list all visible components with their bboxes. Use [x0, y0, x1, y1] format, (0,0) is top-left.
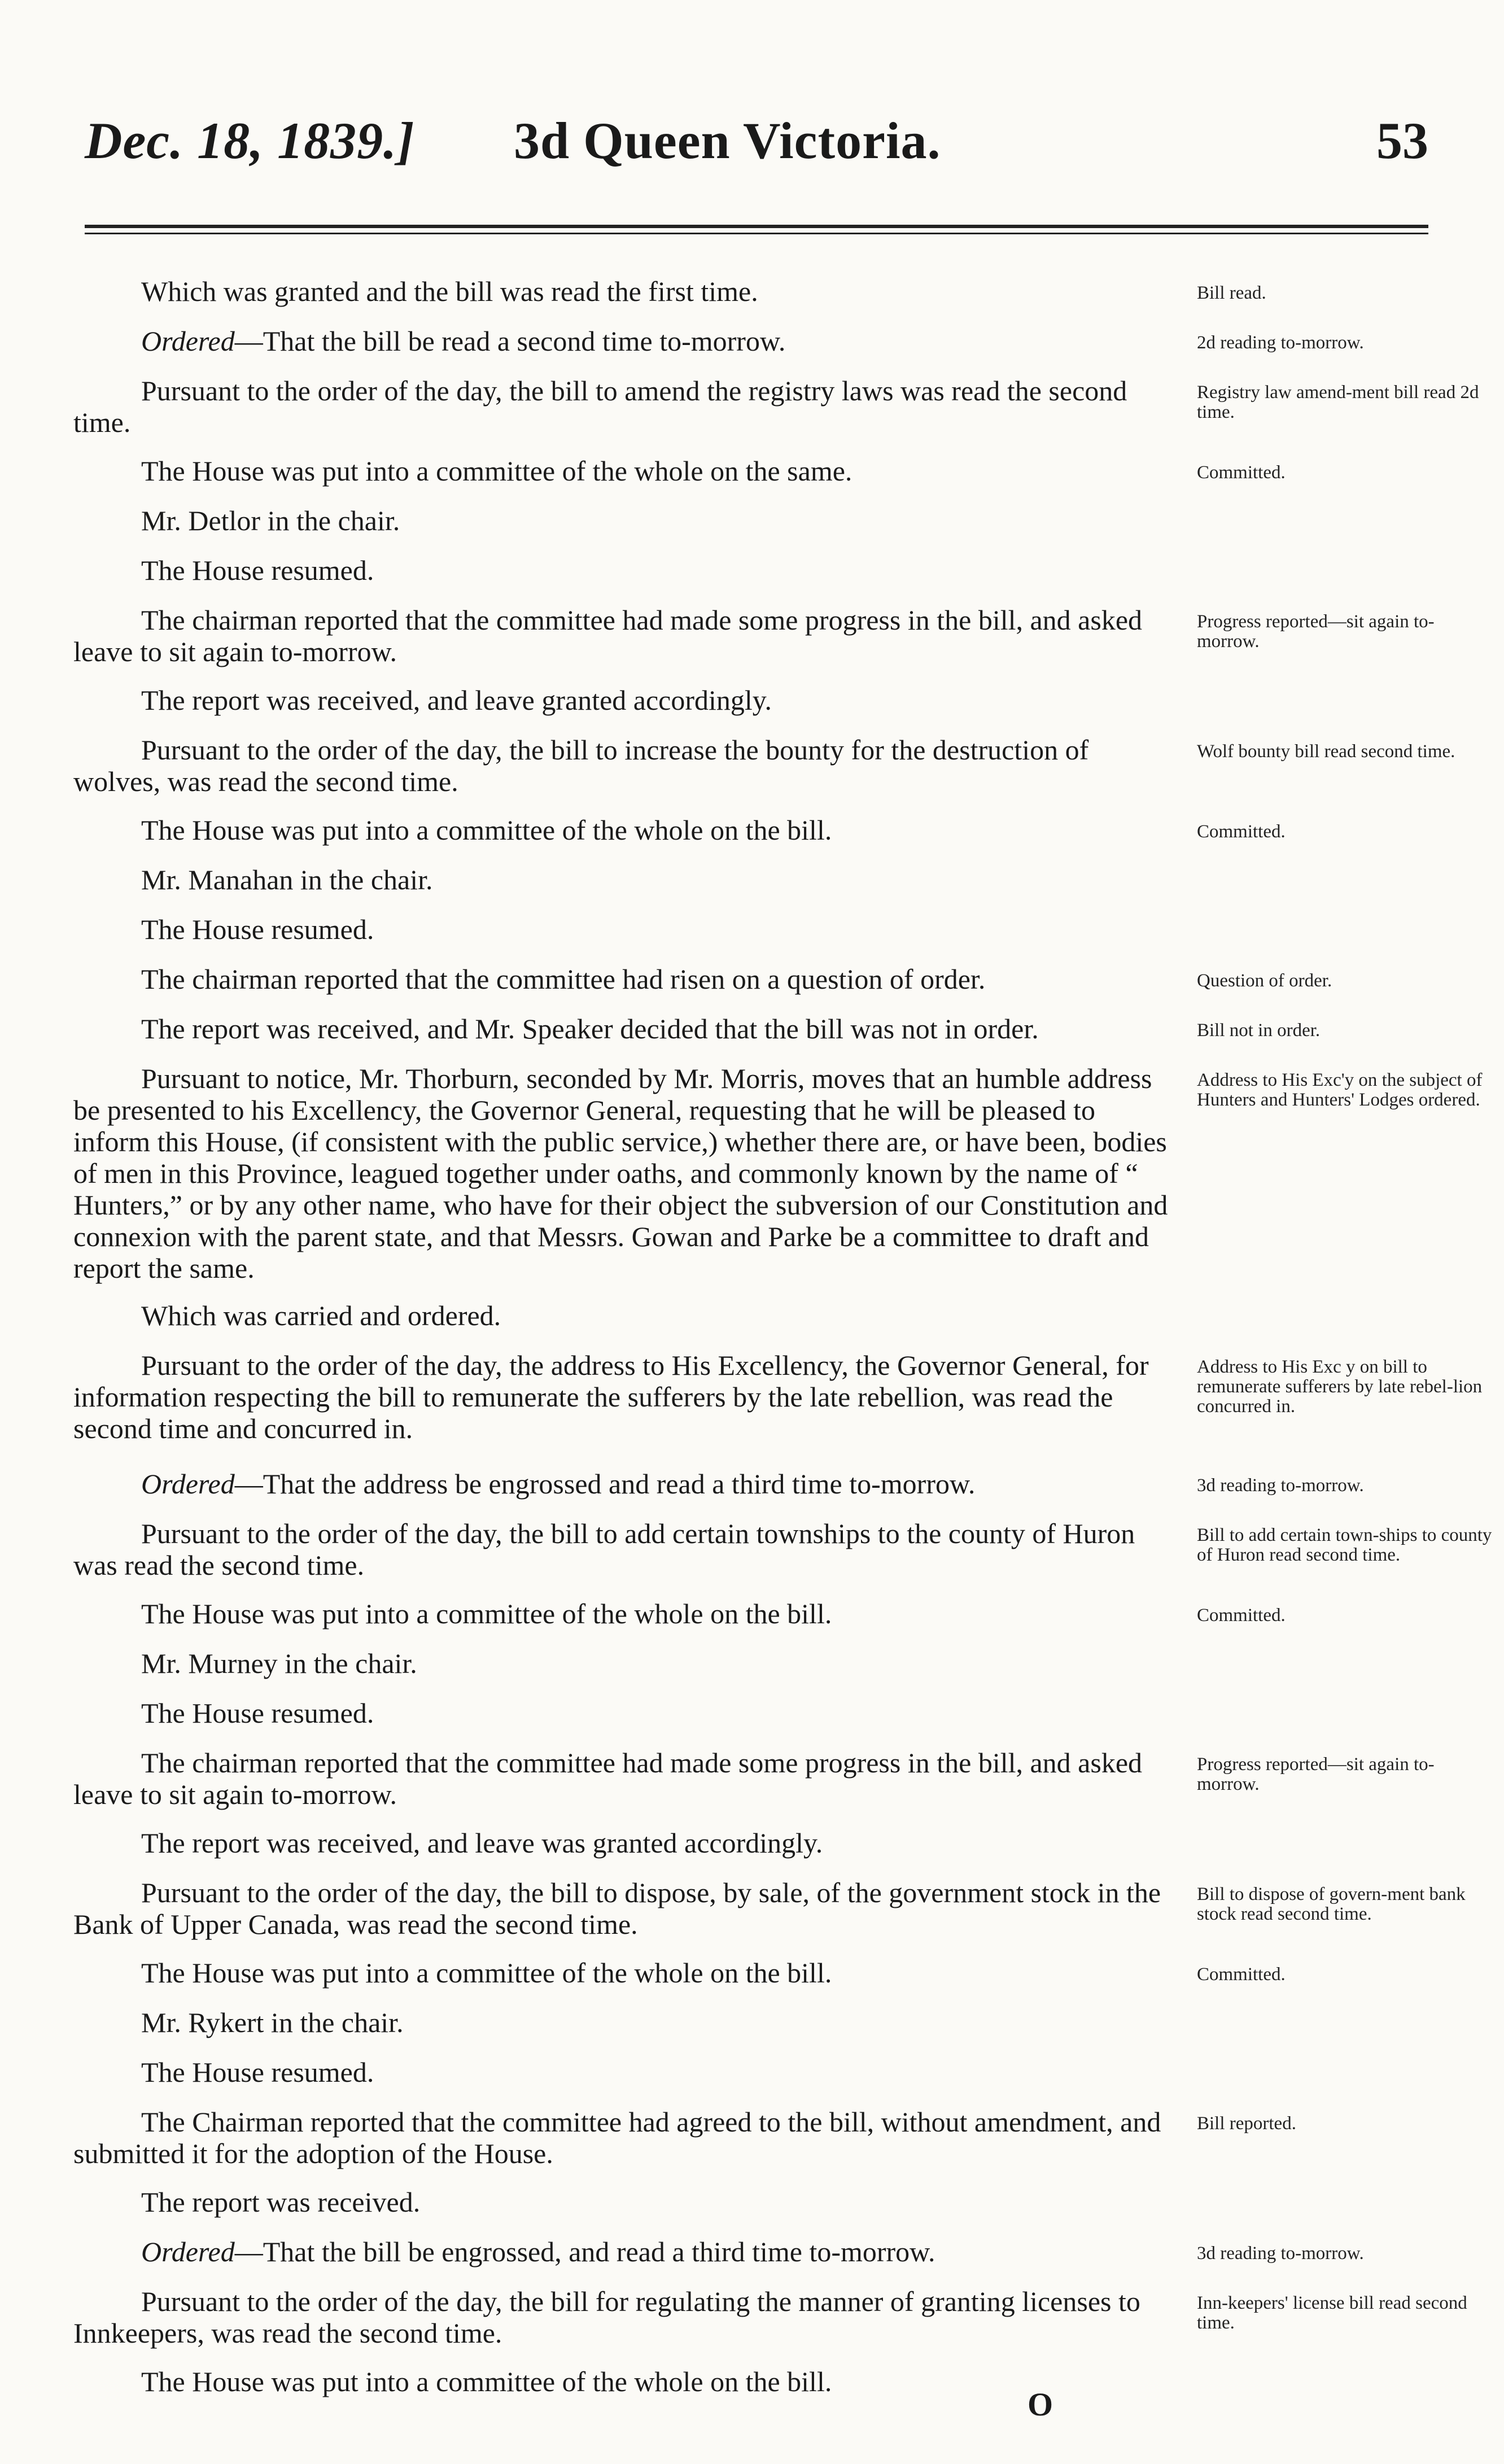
marginal-note: Bill to add certain town-ships to county of Huron read second time. [1197, 1525, 1492, 1565]
entry-text: Pursuant to the order of the day, the address to His Excellency, the Governor General, for information respecting the bill to remunerate the sufferers by the late rebellion, was read the second time and concurred in. [73, 1349, 1149, 1444]
entry-text: Ordered—That the bill be engrossed, and read a third time to-morrow. [141, 2236, 935, 2268]
page-number: 53 [1376, 112, 1428, 169]
marginal-note: Bill not in order. [1197, 1020, 1321, 1041]
entry-text: Mr. Detlor in the chair. [141, 505, 400, 536]
ordered-label: Ordered [141, 1468, 235, 1500]
marginal-note: Address to His Exc'y on the subject of Hunters and Hunters' Lodges ordered. [1197, 1070, 1483, 1110]
marginal-note: Bill read. [1197, 283, 1266, 303]
marginal-note: 3d reading to-morrow. [1197, 1475, 1364, 1496]
entry-text: Mr. Murney in the chair. [141, 1648, 417, 1679]
entry-text: The report was received, and leave granted accordingly. [141, 684, 772, 716]
marginal-note: Wolf bounty bill read second time. [1197, 741, 1455, 762]
ordered-label: Ordered [141, 2236, 235, 2268]
entry-text: The House was put into a committee of the whole on the bill. [141, 1957, 832, 1989]
entry-text: Mr. Manahan in the chair. [141, 864, 433, 895]
ordered-label: Ordered [141, 325, 235, 357]
entry-text: Pursuant to the order of the day, the bill for regulating the manner of granting licenses to Innkeepers, was read the second time. [73, 2286, 1140, 2349]
entry-text: The House was put into a committee of the whole on the bill. [141, 814, 832, 846]
marginal-note: 2d reading to-morrow. [1197, 333, 1364, 353]
marginal-note: Committed. [1197, 822, 1286, 842]
entry-text: The chairman reported that the committee had made some progress in the bill, and asked leave to sit again to-morrow. [73, 604, 1143, 667]
marginal-note: Bill reported. [1197, 2113, 1296, 2134]
header-title: 3d Queen Victoria. [514, 112, 941, 169]
entry-text: Which was granted and the bill was read the first time. [141, 276, 758, 307]
entry-text: The chairman reported that the committee had made some progress in the bill, and asked leave to sit again to-morrow. [73, 1747, 1143, 1810]
entry-text: Mr. Rykert in the chair. [141, 2007, 404, 2038]
marginal-note: Address to His Exc y on bill to remunerate sufferers by late rebel-lion concurred in. [1197, 1357, 1483, 1417]
entry-text: Pursuant to the order of the day, the bill to amend the registry laws was read the second time. [73, 375, 1127, 438]
marginal-note: 3d reading to-morrow. [1197, 2243, 1364, 2264]
marginal-note: Bill to dispose of govern-ment bank stock read second time. [1197, 1884, 1466, 1924]
entry-text: Pursuant to the order of the day, the bill to increase the bounty for the destruction of wolves, was read the second time. [73, 734, 1089, 797]
marginal-note: Progress reported—sit again to-morrow. [1197, 1754, 1435, 1794]
marginal-note: Committed. [1197, 1605, 1286, 1626]
entry-text: Ordered—That the bill be read a second time to-morrow. [141, 325, 786, 357]
header-rule-thick [85, 225, 1428, 228]
entry-text: Pursuant to the order of the day, the bill to dispose, by sale, of the government stock in the Bank of Upper Canada, was read the second time. [73, 1877, 1161, 1940]
header-date: Dec. 18, 1839.] [85, 112, 415, 169]
entry-text: The report was received. [141, 2186, 421, 2218]
marginal-note: Registry law amend-ment bill read 2d time. [1197, 382, 1479, 422]
running-header [85, 111, 1428, 190]
marginal-note: Progress reported—sit again to-morrow. [1197, 611, 1435, 652]
entry-text: The chairman reported that the committee had risen on a question of order. [141, 963, 986, 995]
entry-text: The House resumed. [141, 914, 374, 945]
entry-text: The Chairman reported that the committee had agreed to the bill, without amendment, and submitted it for the adoption of the House. [73, 2106, 1161, 2169]
entry-text: The House was put into a committee of the whole on the same. [141, 455, 852, 487]
marginal-note: Inn-keepers' license bill read second time. [1197, 2293, 1467, 2333]
entry-text: Pursuant to the order of the day, the bill to add certain townships to the county of Huron was read the second time. [73, 1518, 1135, 1581]
entry-text: The report was received, and Mr. Speaker decided that the bill was not in order. [141, 1013, 1039, 1045]
entry-text: Pursuant to notice, Mr. Thorburn, seconded by Mr. Morris, moves that an humble address be presented to his Excellency, the Governor General, requesting that he will be pleased to inform this House, (if consistent with the public service,) whether there are, or have been, bodies of men in this Province, leagued together under oaths, and commonly known by the name of “ Hunters,” or by any other name, who have for their object the subversion of our Constitution and connexion with the parent state, and that Messrs. Gowan and Parke be a committee to draft and report the same. [73, 1063, 1168, 1284]
entry-text: The report was received, and leave was granted accordingly. [141, 1827, 823, 1859]
entry-text: The House resumed. [141, 1697, 374, 1729]
entry-text: The House was put into a committee of the whole on the bill. [141, 2366, 832, 2397]
marginal-note: Question of order. [1197, 971, 1332, 991]
entry-text: Which was carried and ordered. [141, 1300, 501, 1331]
entry-text: The House resumed. [141, 554, 374, 586]
entry-text: The House resumed. [141, 2056, 374, 2088]
entry-text: Ordered—That the address be engrossed and read a third time to-morrow. [141, 1468, 976, 1500]
marginal-note: Committed. [1197, 1964, 1286, 1985]
signature-mark: O [1028, 2386, 1053, 2423]
entry-text: The House was put into a committee of the whole on the bill. [141, 1598, 832, 1629]
header-rule-thin [85, 233, 1428, 234]
marginal-note: Committed. [1197, 462, 1286, 483]
